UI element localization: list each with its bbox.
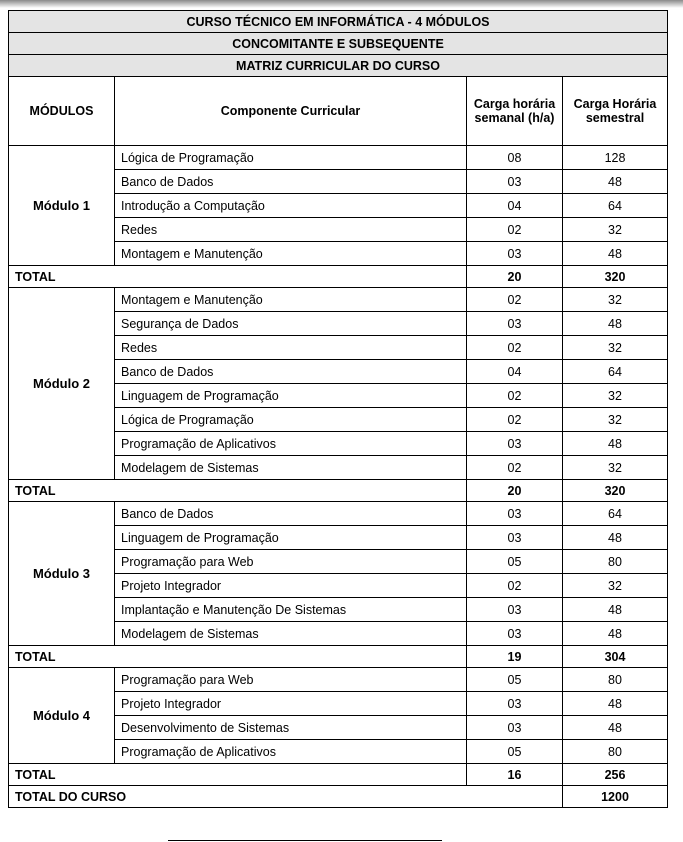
semester-hours: 32 [563,384,668,408]
semester-hours: 48 [563,598,668,622]
semester-hours: 48 [563,312,668,336]
component-name: Introdução a Computação [115,194,467,218]
course-modality: CONCOMITANTE E SUBSEQUENTE [9,33,668,55]
top-shadow [0,0,683,8]
component-name: Segurança de Dados [115,312,467,336]
semester-hours: 48 [563,432,668,456]
semester-hours: 64 [563,194,668,218]
module-total-row [9,480,668,502]
component-name: Redes [115,218,467,242]
semester-hours: 48 [563,242,668,266]
component-name: Lógica de Programação [115,408,467,432]
weekly-hours: 08 [467,146,563,170]
component-name: Banco de Dados [115,170,467,194]
component-name: Programação de Aplicativos [115,740,467,764]
grand-total-label: TOTAL DO CURSO [9,786,563,808]
table-row [9,146,668,170]
grand-total-value: 1200 [563,786,668,808]
module-name: Módulo 2 [9,288,115,480]
semester-hours: 48 [563,170,668,194]
weekly-hours: 03 [467,526,563,550]
header-carga-semestral: Carga Horária semestral [563,77,668,146]
weekly-hours: 02 [467,408,563,432]
weekly-hours: 02 [467,336,563,360]
semester-hours: 48 [563,526,668,550]
total-weekly-hours: 20 [467,480,563,502]
component-name: Implantação e Manutenção De Sistemas [115,598,467,622]
component-name: Redes [115,336,467,360]
total-semester-hours: 320 [563,266,668,288]
semester-hours: 64 [563,502,668,526]
semester-hours: 32 [563,574,668,598]
total-label: TOTAL [9,646,467,668]
component-name: Programação para Web [115,668,467,692]
weekly-hours: 04 [467,360,563,384]
semester-hours: 128 [563,146,668,170]
component-name: Projeto Integrador [115,574,467,598]
weekly-hours: 03 [467,242,563,266]
component-name: Lógica de Programação [115,146,467,170]
weekly-hours: 04 [467,194,563,218]
header-componente: Componente Curricular [115,77,467,146]
component-name: Banco de Dados [115,502,467,526]
curriculum-table-body [9,11,668,808]
semester-hours: 48 [563,716,668,740]
semester-hours: 80 [563,740,668,764]
component-name: Banco de Dados [115,360,467,384]
weekly-hours: 05 [467,740,563,764]
weekly-hours: 03 [467,432,563,456]
module-total-row [9,764,668,786]
weekly-hours: 03 [467,502,563,526]
footer-rule [168,840,442,841]
table-row [9,502,668,526]
component-name: Programação de Aplicativos [115,432,467,456]
total-semester-hours: 320 [563,480,668,502]
course-title: CURSO TÉCNICO EM INFORMÁTICA - 4 MÓDULOS [9,11,668,33]
total-label: TOTAL [9,764,467,786]
grand-total-row [9,786,668,808]
semester-hours: 48 [563,622,668,646]
total-weekly-hours: 19 [467,646,563,668]
component-name: Modelagem de Sistemas [115,456,467,480]
component-name: Projeto Integrador [115,692,467,716]
semester-hours: 32 [563,288,668,312]
total-weekly-hours: 20 [467,266,563,288]
module-name: Módulo 1 [9,146,115,266]
module-name: Módulo 4 [9,668,115,764]
weekly-hours: 05 [467,550,563,574]
semester-hours: 48 [563,692,668,716]
header-modulos: MÓDULOS [9,77,115,146]
weekly-hours: 02 [467,384,563,408]
semester-hours: 64 [563,360,668,384]
semester-hours: 80 [563,668,668,692]
weekly-hours: 02 [467,574,563,598]
total-semester-hours: 304 [563,646,668,668]
matrix-title: MATRIZ CURRICULAR DO CURSO [9,55,668,77]
weekly-hours: 05 [467,668,563,692]
weekly-hours: 02 [467,218,563,242]
component-name: Linguagem de Programação [115,384,467,408]
table-row [9,288,668,312]
component-name: Montagem e Manutenção [115,242,467,266]
header-row [9,77,668,146]
header-carga-semanal: Carga horária semanal (h/a) [467,77,563,146]
weekly-hours: 03 [467,598,563,622]
module-name: Módulo 3 [9,502,115,646]
weekly-hours: 03 [467,716,563,740]
weekly-hours: 03 [467,622,563,646]
total-semester-hours: 256 [563,764,668,786]
component-name: Linguagem de Programação [115,526,467,550]
total-weekly-hours: 16 [467,764,563,786]
semester-hours: 32 [563,336,668,360]
component-name: Desenvolvimento de Sistemas [115,716,467,740]
curriculum-table [8,10,668,808]
weekly-hours: 03 [467,312,563,336]
total-label: TOTAL [9,480,467,502]
semester-hours: 80 [563,550,668,574]
semester-hours: 32 [563,408,668,432]
weekly-hours: 03 [467,170,563,194]
component-name: Modelagem de Sistemas [115,622,467,646]
semester-hours: 32 [563,456,668,480]
semester-hours: 32 [563,218,668,242]
weekly-hours: 03 [467,692,563,716]
component-name: Programação para Web [115,550,467,574]
module-total-row [9,646,668,668]
total-label: TOTAL [9,266,467,288]
component-name: Montagem e Manutenção [115,288,467,312]
module-total-row [9,266,668,288]
weekly-hours: 02 [467,456,563,480]
weekly-hours: 02 [467,288,563,312]
table-row [9,668,668,692]
